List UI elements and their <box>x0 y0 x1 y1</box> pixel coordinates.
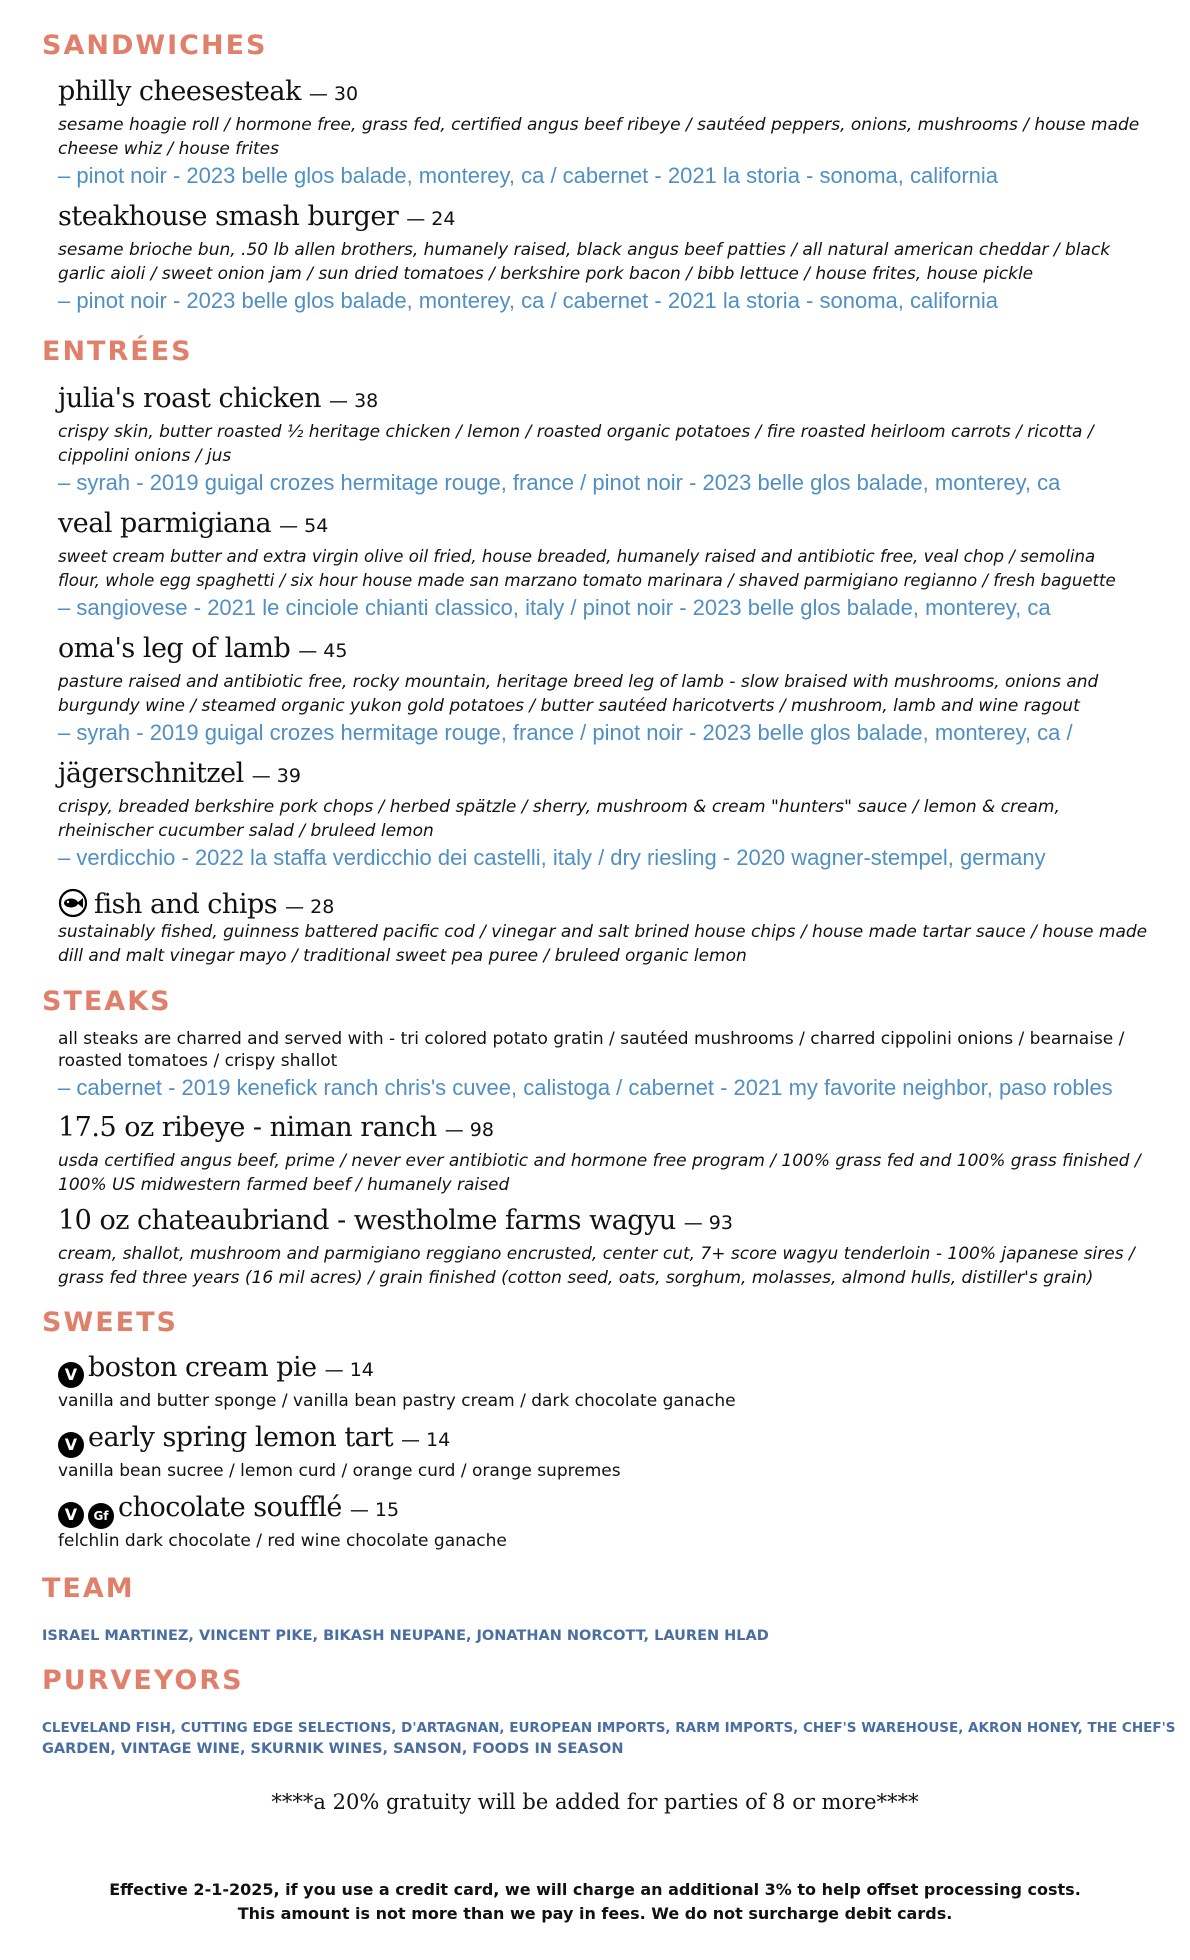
item-name: fish and chips <box>94 889 278 920</box>
menu-item-ribeye <box>58 1112 1168 1196</box>
menu-item-steakhouse-smash-burger <box>58 201 1168 315</box>
menu-item-julias-roast-chicken <box>58 383 1168 497</box>
menu-item-chocolate-souffle <box>58 1492 1168 1552</box>
item-description-line: cream, shallot, mushroom and parmigiano reggiano encrusted, center cut, 7+ score wagyu tenderloin - 100% japanese sires / <box>58 1244 1135 1264</box>
menu-item-omas-leg-of-lamb <box>58 633 1168 747</box>
item-description: felchlin dark chocolate / red wine chocolate ganache <box>58 1531 507 1551</box>
menu-item-early-spring-lemon-tart <box>58 1422 1168 1482</box>
item-description-line: usda certified angus beef, prime / never ever antibiotic and hormone free program / 100% grass fed and 100% grass finished / <box>58 1151 1141 1171</box>
item-name: boston cream pie <box>88 1352 317 1383</box>
item-description-line: 100% US midwestern farmed beef / humanely raised <box>58 1175 510 1195</box>
vegetarian-badge-icon: V <box>58 1502 84 1528</box>
wine-pairing: – syrah - 2019 guigal crozes hermitage rouge, france / pinot noir - 2023 belle glos balade, monterey, ca / <box>58 720 1073 745</box>
item-description: vanilla and butter sponge / vanilla bean pastry cream / dark chocolate ganache <box>58 1391 736 1411</box>
section-title-entrees: ENTRÉES <box>42 336 193 367</box>
item-price: — 24 <box>406 208 456 230</box>
item-name: veal parmigiana <box>58 508 272 539</box>
item-price: — 39 <box>251 765 301 787</box>
item-name: 10 oz chateaubriand - westholme farms wagyu <box>58 1205 676 1236</box>
item-name: steakhouse smash burger <box>58 201 399 232</box>
item-price: — 45 <box>298 640 348 662</box>
item-name: early spring lemon tart <box>88 1422 394 1453</box>
item-description-line: crispy, breaded berkshire pork chops / herbed spätzle / sherry, mushroom & cream "hunters" sauce / lemon & cream, <box>58 797 1060 817</box>
item-price: — 93 <box>683 1212 733 1234</box>
section-title-team: TEAM <box>42 1573 135 1604</box>
credit-card-notice-line: Effective 2-1-2025, if you use a credit card, we will charge an additional 3% to help offset processing costs. <box>109 1880 1081 1899</box>
item-name: 17.5 oz ribeye - niman ranch <box>58 1112 437 1143</box>
section-title-sandwiches: SANDWICHES <box>42 30 268 61</box>
item-price: — 28 <box>285 896 335 918</box>
item-description-line: flour, whole egg spaghetti / six hour house made san marzano tomato marinara / shaved parmigiano regianno / fresh baguette <box>58 571 1116 590</box>
item-description-line: cippolini onions / jus <box>58 446 232 466</box>
gratuity-note: ****a 20% gratuity will be added for parties of 8 or more**** <box>271 1790 919 1814</box>
item-description-line: burgundy wine / steamed organic yukon gold potatoes / butter sautéed haricotverts / mushroom, lamb and wine ragout <box>58 696 1080 716</box>
wine-pairing: – syrah - 2019 guigal crozes hermitage rouge, france / pinot noir - 2023 belle glos balade, monterey, ca <box>58 470 1061 495</box>
item-name: jägerschnitzel <box>58 758 244 789</box>
item-description-line: grass fed three years (16 mil acres) / grain finished (cotton seed, oats, sorghum, molasses, almond hulls, distiller's grain) <box>58 1268 1094 1288</box>
fish-icon <box>58 888 88 918</box>
section-title-sweets: SWEETS <box>42 1307 178 1338</box>
item-price: — 30 <box>308 83 359 105</box>
item-price: — 14 <box>401 1429 451 1451</box>
item-price: — 38 <box>329 390 379 412</box>
menu-item-boston-cream-pie <box>58 1352 1168 1412</box>
item-name: oma's leg of lamb <box>58 633 291 664</box>
team-names: ISRAEL MARTINEZ, VINCENT PIKE, BIKASH NEUPANE, JONATHAN NORCOTT, LAUREN HLAD <box>42 1628 769 1644</box>
menu-item-philly-cheesesteak <box>58 76 1168 190</box>
item-name: chocolate soufflé <box>118 1492 342 1523</box>
gluten-free-badge-icon: Gf <box>88 1503 114 1529</box>
item-description-line: sustainably fished, guinness battered pacific cod / vinegar and salt brined house chips / house made tartar sauce / house made <box>58 922 1148 942</box>
wine-pairing: – verdicchio - 2022 la staffa verdicchio dei castelli, italy / dry riesling - 2020 wagner-stempel, germany <box>58 845 1046 870</box>
menu-item-jagerschnitzel <box>58 758 1168 872</box>
section-title-purveyors: PURVEYORS <box>42 1665 244 1696</box>
item-price: — 54 <box>279 515 329 537</box>
credit-card-notice <box>0 1878 1190 1926</box>
item-price: — 15 <box>349 1499 400 1521</box>
item-name: julia's roast chicken <box>58 383 322 414</box>
item-description-line: sweet cream butter and extra virgin olive oil fried, house breaded, humanely raised and antibiotic free, veal chop / semolina <box>58 547 1096 566</box>
menu-item-veal-parmigiana <box>58 508 1168 622</box>
credit-card-notice-line: This amount is not more than we pay in fees. We do not surcharge debit cards. <box>237 1904 953 1923</box>
item-description-line: cheese whiz / house frites <box>58 139 279 159</box>
steaks-note-line: roasted tomatoes / crispy shallot <box>58 1051 338 1071</box>
item-description-line: pasture raised and antibiotic free, rocky mountain, heritage breed leg of lamb - slow braised with mushrooms, onions and <box>58 672 1099 692</box>
item-price: — 98 <box>444 1119 494 1141</box>
purveyors-line: GARDEN, VINTAGE WINE, SKURNIK WINES, SANSON, FOODS IN SEASON <box>42 1741 624 1757</box>
wine-pairing: – cabernet - 2019 kenefick ranch chris's cuvee, calistoga / cabernet - 2021 my favorite neighbor, paso robles <box>58 1075 1113 1100</box>
item-description-line: crispy skin, butter roasted ½ heritage chicken / lemon / roasted organic potatoes / fire roasted heirloom carrots / ricotta / <box>58 422 1094 442</box>
menu-item-chateaubriand <box>58 1205 1168 1289</box>
vegetarian-badge-icon: V <box>58 1362 84 1388</box>
steaks-note <box>58 1028 1168 1102</box>
wine-pairing: – pinot noir - 2023 belle glos balade, monterey, ca / cabernet - 2021 la storia - sonoma, california <box>58 288 999 313</box>
item-description-line: dill and malt vinegar mayo / traditional sweet pea puree / bruleed organic lemon <box>58 946 747 966</box>
item-price: — 14 <box>324 1359 374 1381</box>
menu-item-fish-and-chips <box>58 883 1168 967</box>
wine-pairing: – pinot noir - 2023 belle glos balade, monterey, ca / cabernet - 2021 la storia - sonoma, california <box>58 163 999 188</box>
wine-pairing: – sangiovese - 2021 le cinciole chianti classico, italy / pinot noir - 2023 belle glos balade, monterey, ca <box>58 595 1051 620</box>
item-description-line: sesame hoagie roll / hormone free, grass fed, certified angus beef ribeye / sautéed peppers, onions, mushrooms / house made <box>58 115 1140 135</box>
vegetarian-badge-icon: V <box>58 1432 84 1458</box>
steaks-note-line: all steaks are charred and served with - tri colored potato gratin / sautéed mushrooms / charred cippolini onions / bearnaise / <box>58 1029 1125 1049</box>
item-description-line: sesame brioche bun, .50 lb allen brothers, humanely raised, black angus beef patties / all natural american cheddar / black <box>58 240 1111 260</box>
item-description-line: rheinischer cucumber salad / bruleed lemon <box>58 821 434 841</box>
item-name: philly cheesesteak <box>58 76 301 107</box>
item-description-line: garlic aioli / sweet onion jam / sun dried tomatoes / berkshire pork bacon / bibb lettuce / house frites, house pickle <box>58 264 1034 284</box>
purveyors-line: CLEVELAND FISH, CUTTING EDGE SELECTIONS, D'ARTAGNAN, EUROPEAN IMPORTS, RARM IMPORTS, CHEF'S WAREHOUSE, AKRON HONEY, THE CHEF'S <box>42 1720 1176 1736</box>
section-title-steaks: STEAKS <box>42 986 172 1017</box>
item-description: vanilla bean sucree / lemon curd / orange curd / orange supremes <box>58 1461 621 1481</box>
